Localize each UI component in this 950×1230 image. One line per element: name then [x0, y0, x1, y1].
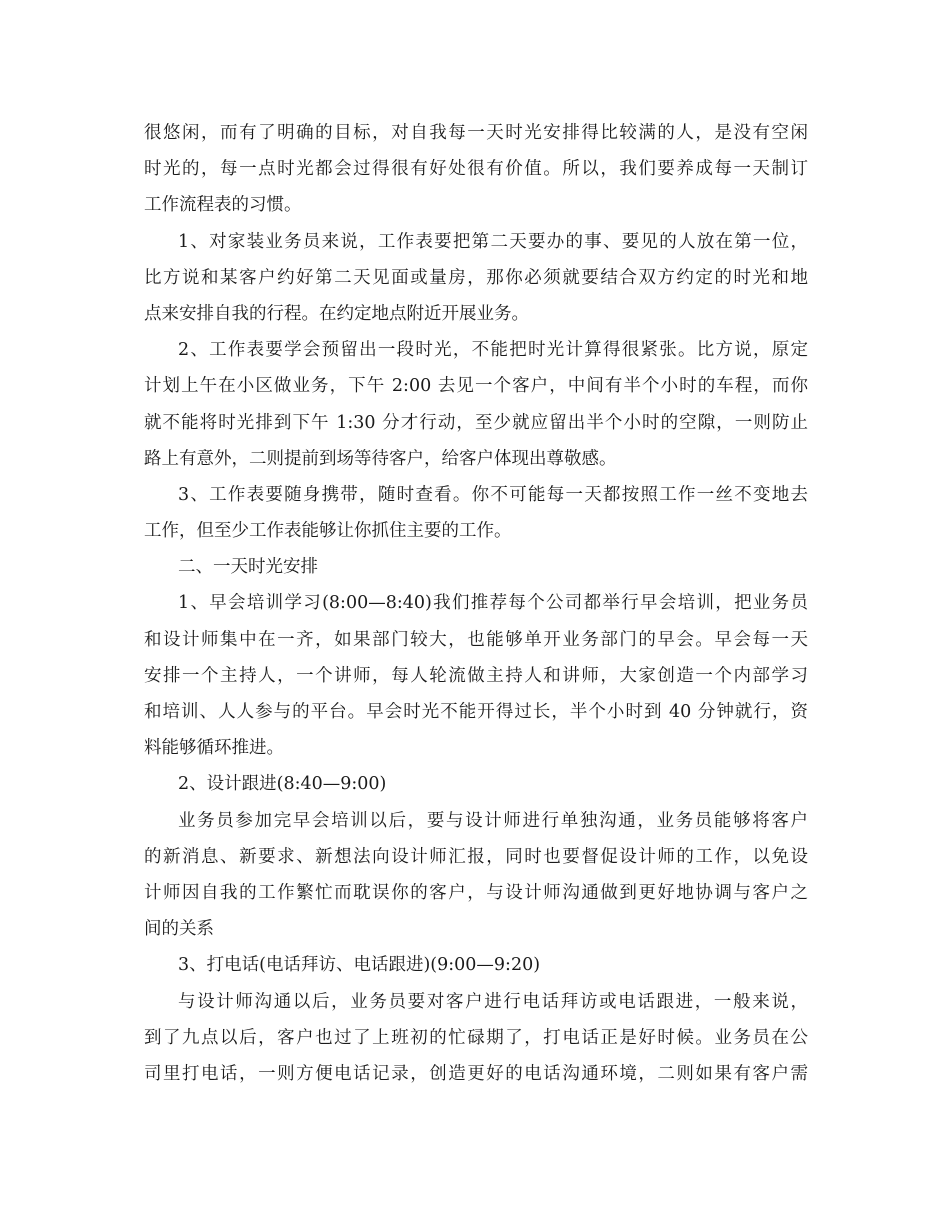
text-line: 3、工作表要随身携带，随时查看。你不可能每一天都按照工作一丝不变地去 [178, 484, 808, 505]
text-line: 2、设计跟进(8:40—9:00) [178, 774, 387, 795]
text-line: 司里打电话，一则方便电话记录，创造更好的电话沟通环境，二则如果有客户需 [144, 1063, 808, 1084]
text-line: 间的关系 [144, 919, 214, 940]
text-line: 到了九点以后，客户也过了上班初的忙碌期了，打电话正是好时候。业务员在公 [144, 1027, 808, 1048]
text-line: 工作，但至少工作表能够让你抓住主要的工作。 [144, 521, 512, 542]
text-line: 料能够循环推进。 [144, 738, 284, 759]
text-line: 点来安排自我的行程。在约定地点附近开展业务。 [144, 303, 529, 324]
text-line: 业务员参加完早会培训以后，要与设计师进行单独沟通，业务员能够将客户 [178, 810, 808, 831]
text-line: 安排一个主持人，一个讲师，每人轮流做主持人和讲师，大家创造一个内部学习 [144, 665, 808, 686]
text-line: 就不能将时光排到下午 1:30 分才行动，至少就应留出半个小时的空隙，一则防止 [144, 412, 808, 433]
text-line: 和设计师集中在一齐，如果部门较大，也能够单开业务部门的早会。早会每一天 [144, 629, 808, 650]
text-line: 和培训、人人参与的平台。早会时光不能开得过长，半个小时到 40 分钟就行，资 [144, 702, 808, 722]
text-line: 比方说和某客户约好第二天见面或量房，那你必须就要结合双方约定的时光和地 [144, 267, 808, 288]
text-line: 计划上午在小区做业务，下午 2:00 去见一个客户，中间有半个小时的车程，而你 [144, 376, 808, 397]
text-line: 1、对家装业务员来说，工作表要把第二天要办的事、要见的人放在第一位， [178, 231, 808, 252]
text-line: 的新消息、新要求、新想法向设计师汇报，同时也要督促设计师的工作，以免设 [144, 846, 808, 867]
document-body [144, 115, 808, 1092]
text-line: 计师因自我的工作繁忙而耽误你的客户，与设计师沟通做到更好地协调与客户之 [144, 882, 808, 903]
text-line: 1、早会培训学习(8:00—8:40)我们推荐每个公司都举行早会培训，把业务员 [178, 593, 808, 614]
text-line: 与设计师沟通以后，业务员要对客户进行电话拜访或电话跟进，一般来说， [178, 991, 808, 1012]
text-line: 工作流程表的习惯。 [144, 195, 302, 216]
text-line: 3、打电话(电话拜访、电话跟进)(9:00—9:20) [178, 955, 541, 976]
text-line: 路上有意外，二则提前到场等待客户，给客户体现出尊敬感。 [144, 448, 617, 469]
text-line: 二、一天时光安排 [178, 557, 318, 578]
text-line: 2、工作表要学会预留出一段时光，不能把时光计算得很紧张。比方说，原定 [178, 340, 808, 361]
text-line: 时光的，每一点时光都会过得很有好处很有价值。所以，我们要养成每一天制订 [144, 159, 808, 180]
text-line: 很悠闲，而有了明确的目标，对自我每一天时光安排得比较满的人，是没有空闲 [144, 123, 808, 143]
